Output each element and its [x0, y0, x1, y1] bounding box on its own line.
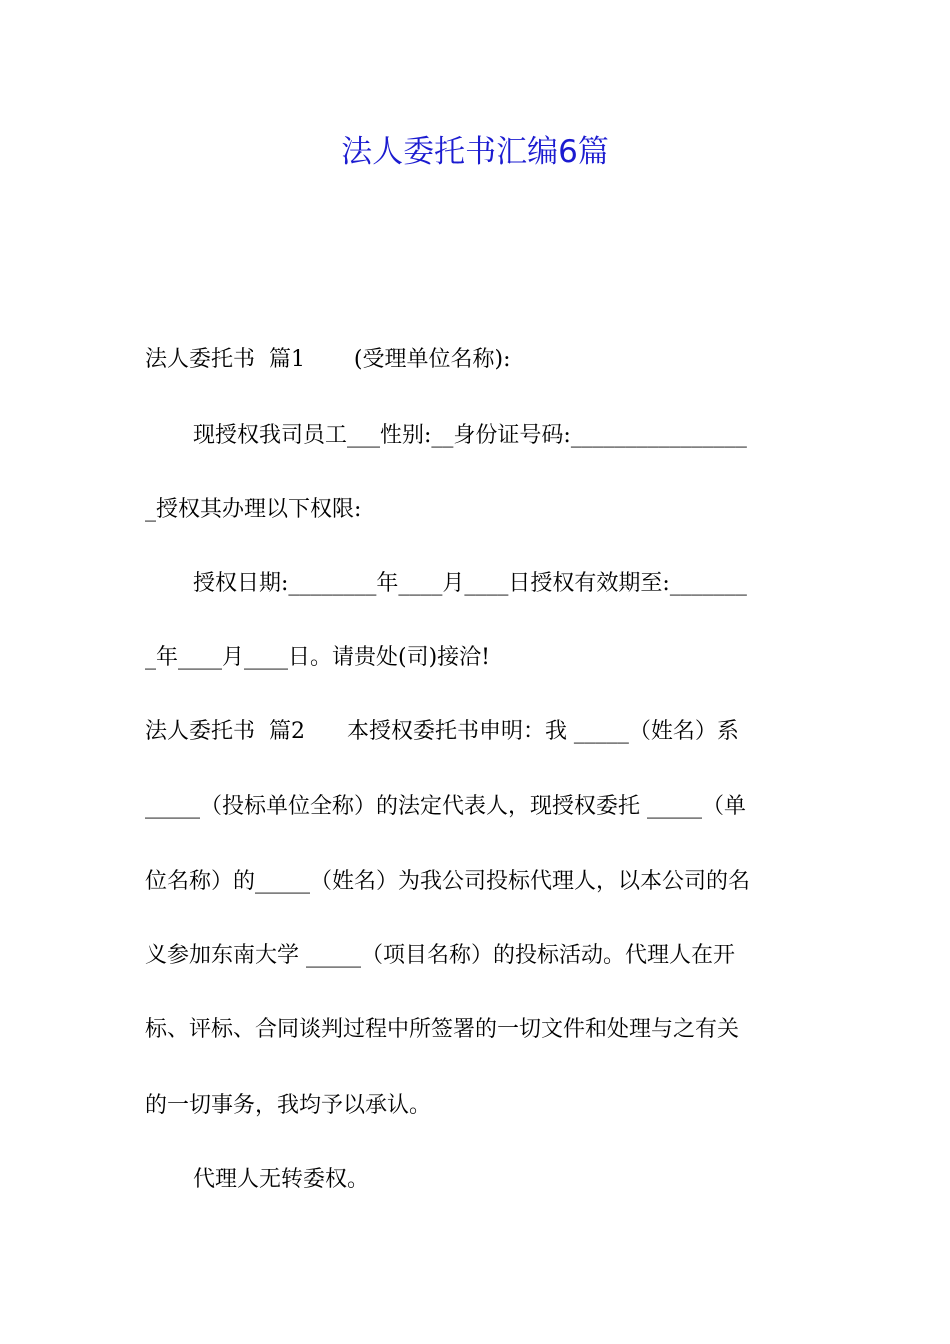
paragraph-line: _授权其办理以下权限:: [145, 497, 362, 522]
paragraph-line: 现授权我司员工___性别:__身份证号码:________________: [193, 423, 747, 448]
paragraph-line: _____（投标单位全称）的法定代表人，现授权委托 _____（单: [145, 794, 746, 819]
paragraph-line: 代理人无转委权。: [193, 1167, 370, 1192]
document-title: 法人委托书汇编6篇: [341, 134, 609, 170]
paragraph-line: 的一切事务，我均予以承认。: [145, 1093, 432, 1118]
paragraph-line: 位名称）的_____（姓名）为我公司投标代理人，以本公司的名: [145, 869, 751, 894]
paragraph-line: 授权日期:________年____月____日授权有效期至:_______: [193, 571, 747, 596]
paragraph-line: 标、评标、合同谈判过程中所签署的一切文件和处理与之有关: [145, 1017, 740, 1042]
paragraph-line: _年____月____日。请贵处(司)接洽!: [145, 645, 491, 670]
section-2-heading-line: 法人委托书 篇2 本授权委托书申明：我 _____（姓名）系: [145, 719, 739, 744]
paragraph-line: 义参加东南大学 _____（项目名称）的投标活动。代理人在开: [145, 943, 735, 968]
section-1-heading-line: 法人委托书 篇1 (受理单位名称):: [145, 347, 511, 372]
